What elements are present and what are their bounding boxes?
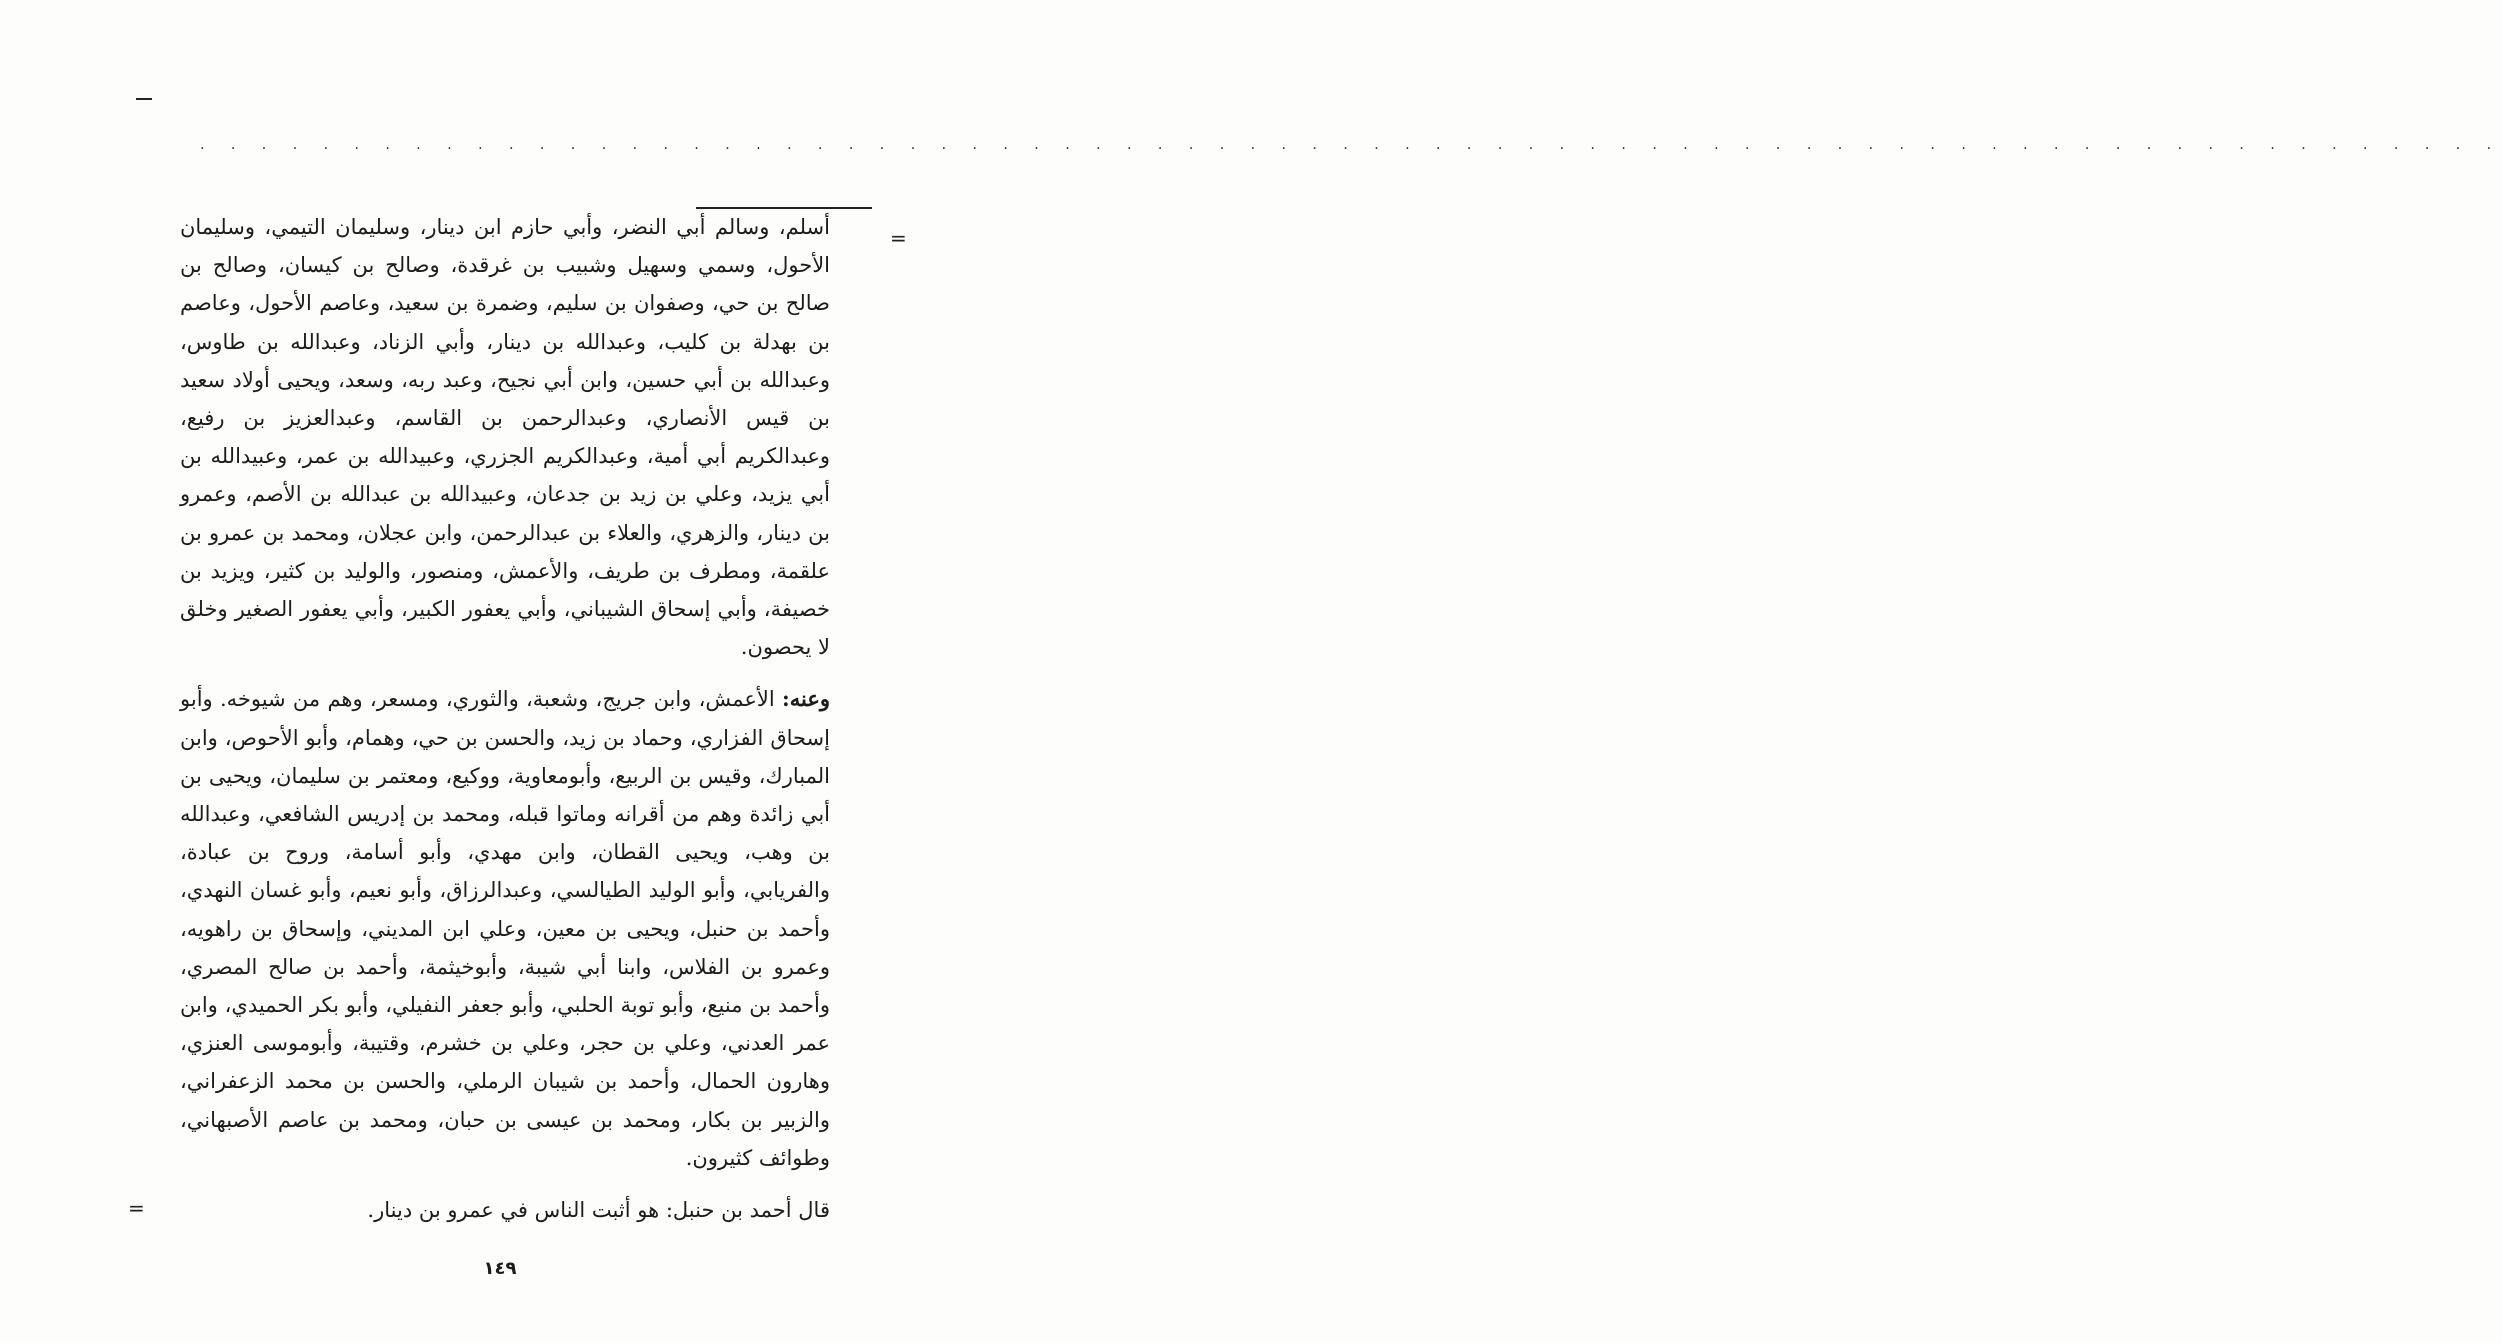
page-number: ١٤٩ — [483, 1258, 517, 1279]
dotted-separator: . . . . . . . . . . . . . . . . . . . . . . . . . . . . . . . . . . . . . . . . . . . . . . . . . . . . . . . . . . . . . . . . . . . . . . . . . . . — [200, 137, 2502, 153]
students-label: وعنه: — [781, 686, 830, 712]
main-text — [180, 208, 830, 1229]
students-text: الأعمش، وابن جريج، وشعبة، والثوري، ومسعر، وهم من شيوخه. وأبو إسحاق الفزاري، وحماد بن زيد، والحسن بن حي، وهمام، وأبو الأحوص، وابن المبارك، وقيس بن الربيع، وأبومعاوية، ووكيع، ومعتمر بن سليمان، ويحيى بن أبي زائدة وهم من أقرانه وماتوا قبله، ومحمد بن إدريس الشافعي، وعبدالله بن وهب، ويحيى القطان، وابن مهدي، وأبو أسامة، وروح بن عبادة، والفريابي، وأبو الوليد الطيالسي، وعبدالرزاق، وأبو نعيم، وأبو غسان النهدي، وأحمد بن حنبل، ويحيى بن معين، وعلي ابن المديني، وإسحاق بن راهويه، وعمرو بن الفلاس، وابنا أبي شيبة، وأبوخيثمة، وأحمد بن صالح المصري، وأحمد بن منيع، وأبو توبة الحلبي، وأبو جعفر النفيلي، وأبو بكر الحميدي، وابن عمر العدني، وعلي بن حجر، وعلي بن خشرم، وقتيبة، وأبوموسى العنزي، وهارون الحمال، وأحمد بن شيبان الرملي، والحسن بن محمد الزعفراني، والزبير بن بكار، ومحمد بن عيسى بن حبان، ومحمد بن عاصم الأصبهاني، وطوائف كثيرون. — [180, 687, 830, 1170]
right-margin-mark: = — [890, 226, 907, 250]
top-margin-dash — [136, 98, 152, 100]
left-margin-mark: = — [128, 1196, 145, 1220]
teachers-paragraph: أسلم، وسالم أبي النضر، وأبي حازم ابن دينار، وسليمان التيمي، وسليمان الأحول، وسمي وسهيل وشبيب بن غرقدة، وصالح بن كيسان، وصالح بن صالح بن حي، وصفوان بن سليم، وضمرة بن سعيد، وعاصم الأحول، وعاصم بن بهدلة بن كليب، وعبدالله بن دينار، وأبي الزناد، وعبدالله بن طاوس، وعبدالله بن أبي حسين، وابن أبي نجيح، وعبد ربه، وسعد، ويحيى أولاد سعيد بن قيس الأنصاري، وعبدالرحمن بن القاسم، وعبدالعزيز بن رفيع، وعبدالكريم أبي أمية، وعبدالكريم الجزري، وعبيدالله بن عمر، وعبيدالله بن أبي يزيد، وعلي بن زيد بن جدعان، وعبيدالله بن عبدالله بن الأصم، وعمرو بن دينار، والزهري، والعلاء بن عبدالرحمن، وابن عجلان، ومحمد بن عمرو بن علقمة، ومطرف بن طريف، والأعمش، ومنصور، والوليد بن كثير، ويزيد بن خصيفة، وأبي إسحاق الشيباني، وأبي يعفور الكبير، وأبي يعفور الصغير وخلق لا يحصون. — [180, 215, 830, 660]
ahmad-quote-paragraph: قال أحمد بن حنبل: هو أثبت الناس في عمرو بن دينار. — [367, 1198, 830, 1223]
students-paragraph — [180, 680, 830, 1177]
